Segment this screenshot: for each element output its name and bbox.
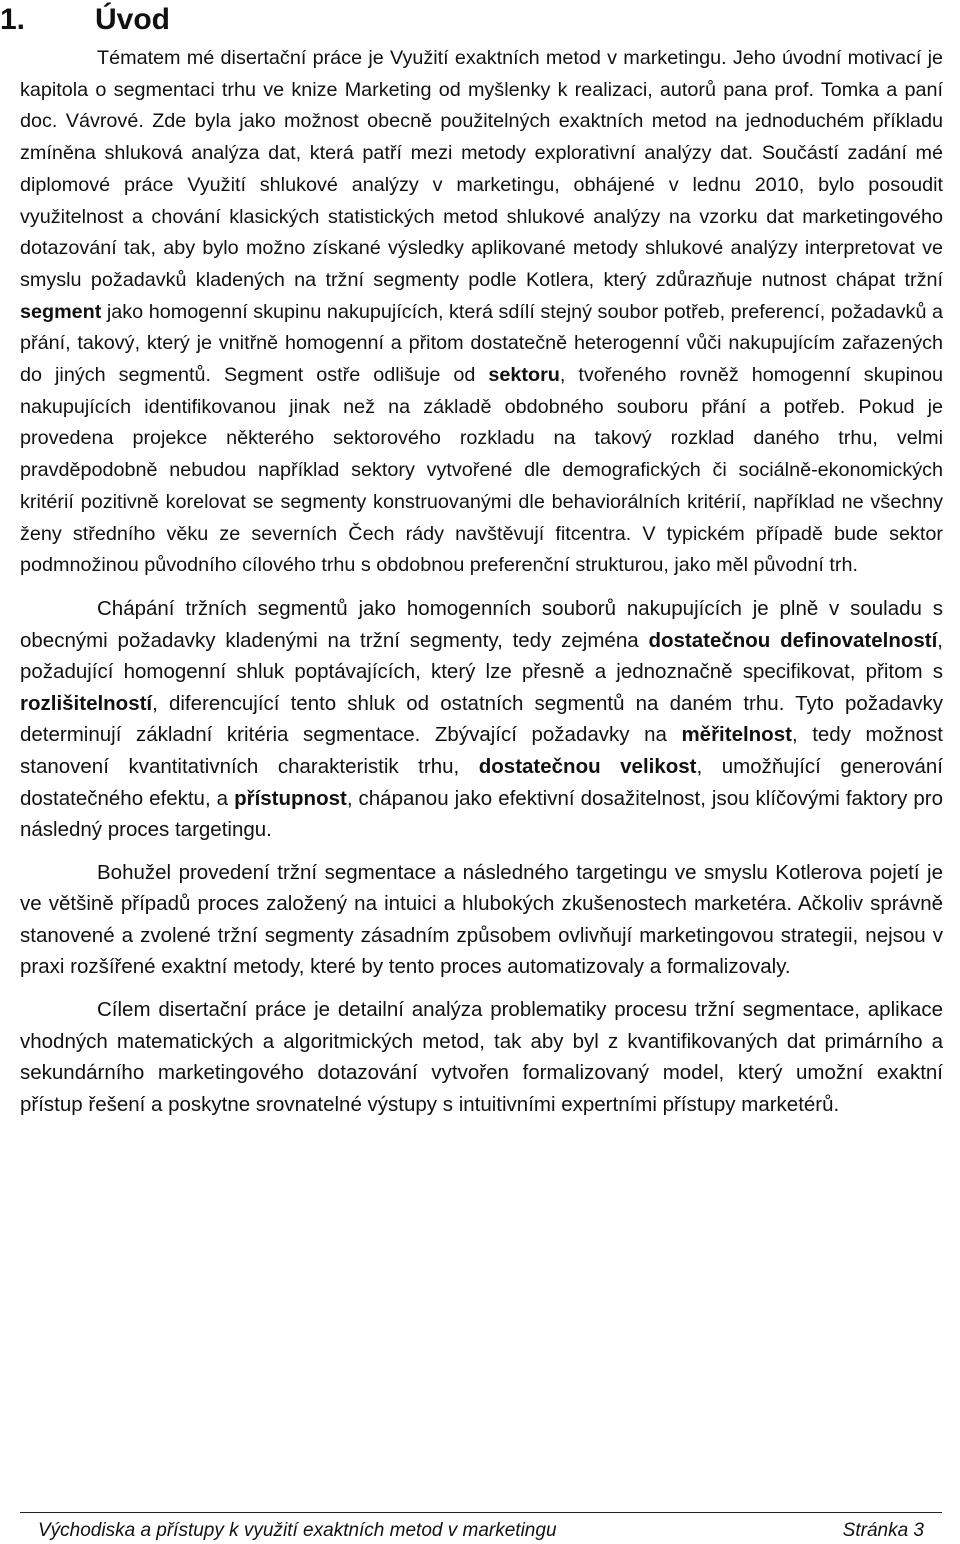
term-meritelnost: měřitelnost [681, 723, 792, 747]
term-pristupnost: přístupnost [234, 786, 347, 810]
text-run: , umožňující generování dostatečného efektu, a [20, 754, 944, 810]
text-run: , požadující homogenní shluk poptávajících, který lze přesně a jednoznačně specifikovat, přitom s [20, 628, 943, 684]
paragraph-intuition [20, 857, 943, 983]
text-run: Cílem disertační práce je detailní analýza problematiky procesu tržní segmentace, aplikace vhodných matematických a algoritmických metod, tak aby byl z kvantifikovaných dat primárního a sekundárního marketingového dotazování vytvořen formalizovaný model, který umožní exaktní přístup řešení a poskytne srovnatelné výstupy s intuitivními expertními přístupy marketérů. [20, 998, 943, 1116]
chapter-title: Úvod [95, 3, 170, 36]
text-run: jako homogenní skupinu nakupujících, která sdílí stejný soubor potřeb, preferencí, požadavků a přání, takový, který je vnitřně homogenní a přitom dostatečně heterogenní vůči nakupujícím zařazených do jiných segmentů. Segment ostře odlišuje od [20, 300, 943, 387]
paragraph-goal [20, 994, 943, 1120]
body-text [20, 43, 943, 1120]
page-footer [38, 1519, 924, 1543]
text-run: , tvořeného rovněž homogenní skupinou nakupujících identifikovanou jinak než na základě obdobného souboru přání a potřeb. Pokud je provedena projekce některého sektorového rozkladu na takový rozklad daného trhu, velmi pravděpodobně nebudou například sektory vytvořené dle demografických či sociálně-ekonomických kritérií pozitivně korelovat se segmenty konstruovanými dle behaviorálních kritérií, například ne všechny ženy středního věku ze severních Čech rády navštěvují fitcentra. V typickém případě bude sektor podmnožinou původního cílového trhu s obdobnou preferenční strukturou, jako měl původní trh. [20, 364, 943, 577]
text-run: Tématem mé disertační práce je Využití exaktních metod v marketingu. Jeho úvodní motivací je kapitola o segmentaci trhu ve knize Marketing od myšlenky k realizaci, autorů pana prof. Tomka a paní doc. Vávrové. Zde byla jako možnost obecně použitelných exaktních metod na jednoduchém příkladu zmíněna shluková analýza dat, která patří mezi metody explorativní analýzy dat. Součástí zadání mé diplomové práce Využití shlukové analýzy v marketingu, obhájené v lednu 2010, bylo posoudit využitelnost a chování klasických statistických metod shlukové analýzy na vzorku dat marketingového dotazování tak, aby bylo možno získané výsledky aplikované metody shlukové analýzy interpretovat ve smyslu požadavků kladených na tržní segmenty podle Kotlera, který zdůrazňuje nutnost chápat tržní [20, 47, 943, 291]
text-run: , tedy možnost stanovení kvantitativních charakteristik trhu, [20, 723, 943, 778]
text-run: Chápání tržních segmentů jako homogenních souborů nakupujících je plně v souladu s obecnými požadavky kladenými na tržní segmenty, tedy zejména [20, 596, 943, 652]
footer-document-title: Východiska a přístupy k využití exaktních metod v marketingu [38, 1520, 557, 1541]
footer-divider [20, 1512, 942, 1513]
chapter-heading [0, 0, 170, 40]
text-run: Bohužel provedení tržní segmentace a následného targetingu ve smyslu Kotlerova pojetí je ve většině případů proces založený na intuici a hlubokých zkušenostech marketéra. Ačkoliv správně stanovené a zvolené tržní segmenty zásadním způsobem ovlivňují marketingovou strategii, nejsou v praxi rozšířené exaktní metody, které by tento proces automatizovaly a formalizovaly. [20, 860, 943, 979]
paragraph-intro [20, 43, 943, 582]
text-run: , chápanou jako efektivní dosažitelnost, jsou klíčovými faktory pro následný proces targetingu. [20, 786, 943, 842]
term-rozlisitelnost: rozlišitelností [20, 691, 153, 715]
paragraph-segment-requirements [20, 593, 943, 846]
footer-page-number: Stránka 3 [842, 1520, 924, 1541]
chapter-number: 1. [0, 3, 26, 36]
term-velikost: dostatečnou velikost [478, 754, 697, 778]
term-segment: segment [20, 300, 102, 323]
term-sektor: sektoru [488, 364, 560, 387]
text-run: , diferencující tento shluk od ostatních segmentů na daném trhu. Tyto požadavky determinují základní kritéria segmentace. Zbývající požadavky na [20, 691, 943, 747]
term-definovatelnost: dostatečnou definovatelností [648, 628, 938, 652]
